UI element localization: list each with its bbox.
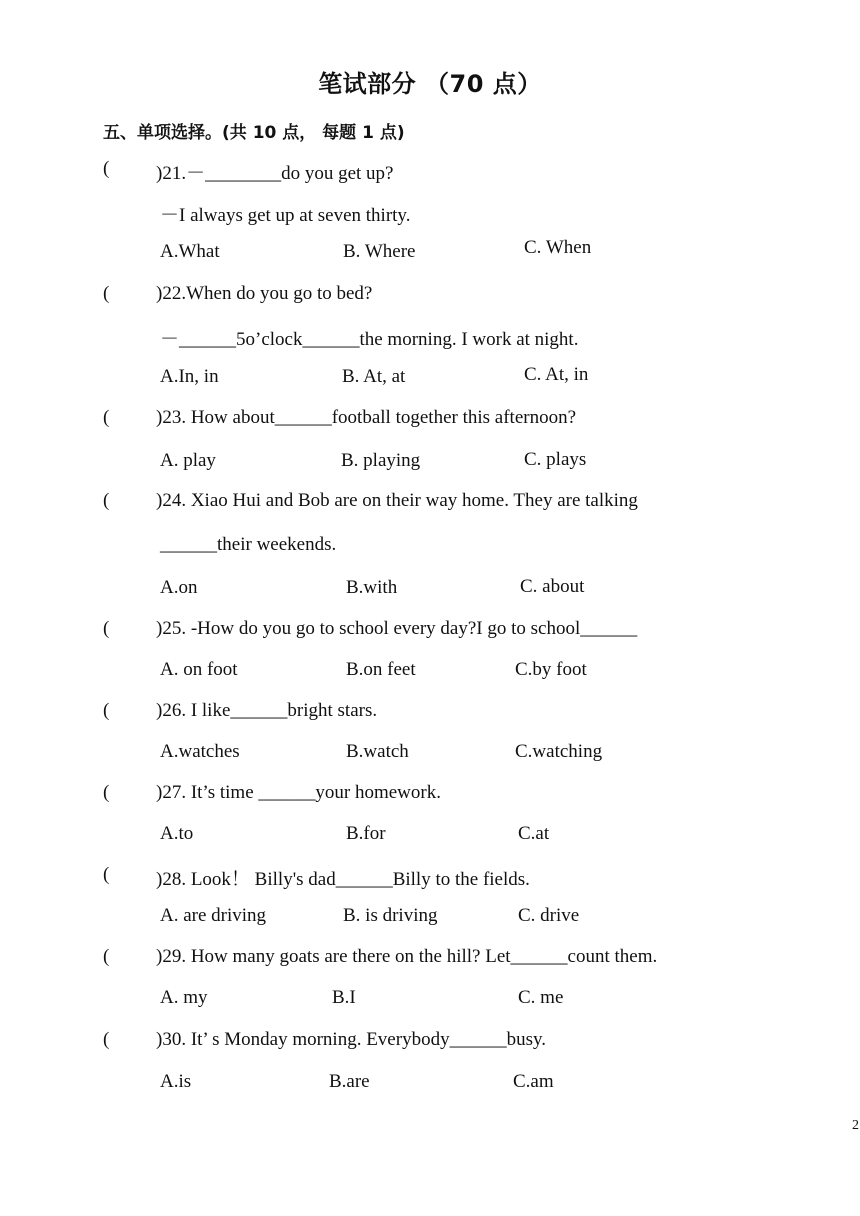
option-a: A. my: [160, 987, 208, 1008]
option-c: C. drive: [518, 905, 580, 926]
option-b: B. playing: [341, 450, 421, 471]
option-a: A. on foot: [160, 659, 238, 680]
answer-bracket[interactable]: (: [103, 700, 110, 721]
question-stem: )24. Xiao Hui and Bob are on their way home. They are talking: [156, 490, 638, 511]
option-a: A.In, in: [160, 366, 219, 387]
option-c: C.am: [513, 1071, 554, 1092]
option-c: C. me: [518, 987, 564, 1008]
option-b: B.on feet: [346, 659, 416, 680]
option-b: B.watch: [346, 741, 409, 762]
question-continuation: －I always get up at seven thirty.: [160, 205, 411, 226]
answer-bracket[interactable]: (: [103, 864, 110, 885]
option-c: C. When: [524, 237, 592, 258]
option-b: B. At, at: [342, 366, 406, 387]
question-stem: )30. It’ s Monday morning. Everybody______busy.: [156, 1029, 546, 1050]
question-continuation: －______5o’clock______the morning. I work at night.: [160, 329, 579, 350]
option-a: A.is: [160, 1071, 192, 1092]
question-stem: )23. How about______football together this afternoon?: [156, 407, 577, 428]
option-a: A.What: [160, 241, 220, 262]
option-b: B.for: [346, 823, 386, 844]
answer-bracket[interactable]: (: [103, 490, 110, 511]
option-c: C. about: [520, 576, 585, 597]
page-number-fragment: 2: [852, 1118, 859, 1133]
option-c: C.watching: [515, 741, 603, 762]
answer-bracket[interactable]: (: [103, 618, 110, 639]
answer-bracket[interactable]: (: [103, 283, 110, 304]
question-continuation: ______their weekends.: [160, 534, 337, 555]
answer-bracket[interactable]: (: [103, 782, 110, 803]
answer-bracket[interactable]: (: [103, 158, 110, 179]
option-b: B.with: [346, 577, 398, 598]
option-c: C.at: [518, 823, 550, 844]
question-stem: )29. How many goats are there on the hill? Let______count them.: [156, 946, 658, 967]
option-a: A. play: [160, 450, 216, 471]
option-a: A.on: [160, 577, 198, 598]
question-stem: )25. -How do you go to school every day?I go to school______: [156, 618, 638, 639]
question-stem: )22.When do you go to bed?: [156, 283, 373, 304]
answer-bracket[interactable]: (: [103, 1029, 110, 1050]
option-c: C. plays: [524, 449, 587, 470]
question-stem: )26. I like______bright stars.: [156, 700, 378, 721]
answer-bracket[interactable]: (: [103, 407, 110, 428]
option-a: A. are driving: [160, 905, 267, 926]
option-b: B. is driving: [343, 905, 438, 926]
option-a: A.to: [160, 823, 194, 844]
option-b: B.I: [332, 987, 356, 1008]
option-c: C.by foot: [515, 659, 587, 680]
option-b: B.are: [329, 1071, 370, 1092]
option-b: B. Where: [343, 241, 416, 262]
question-stem: )21.－________do you get up?: [156, 163, 394, 184]
option-c: C. At, in: [524, 364, 589, 385]
section-heading: 五、单项选择。(共 10 点， 每题 1 点): [103, 123, 405, 143]
option-a: A.watches: [160, 741, 240, 762]
page-title: 笔试部分 （70 点）: [318, 70, 542, 98]
question-stem: )27. It’s time ______your homework.: [156, 782, 441, 803]
question-stem: )28. Look！ Billy's dad______Billy to the fields.: [156, 869, 530, 890]
answer-bracket[interactable]: (: [103, 946, 110, 967]
